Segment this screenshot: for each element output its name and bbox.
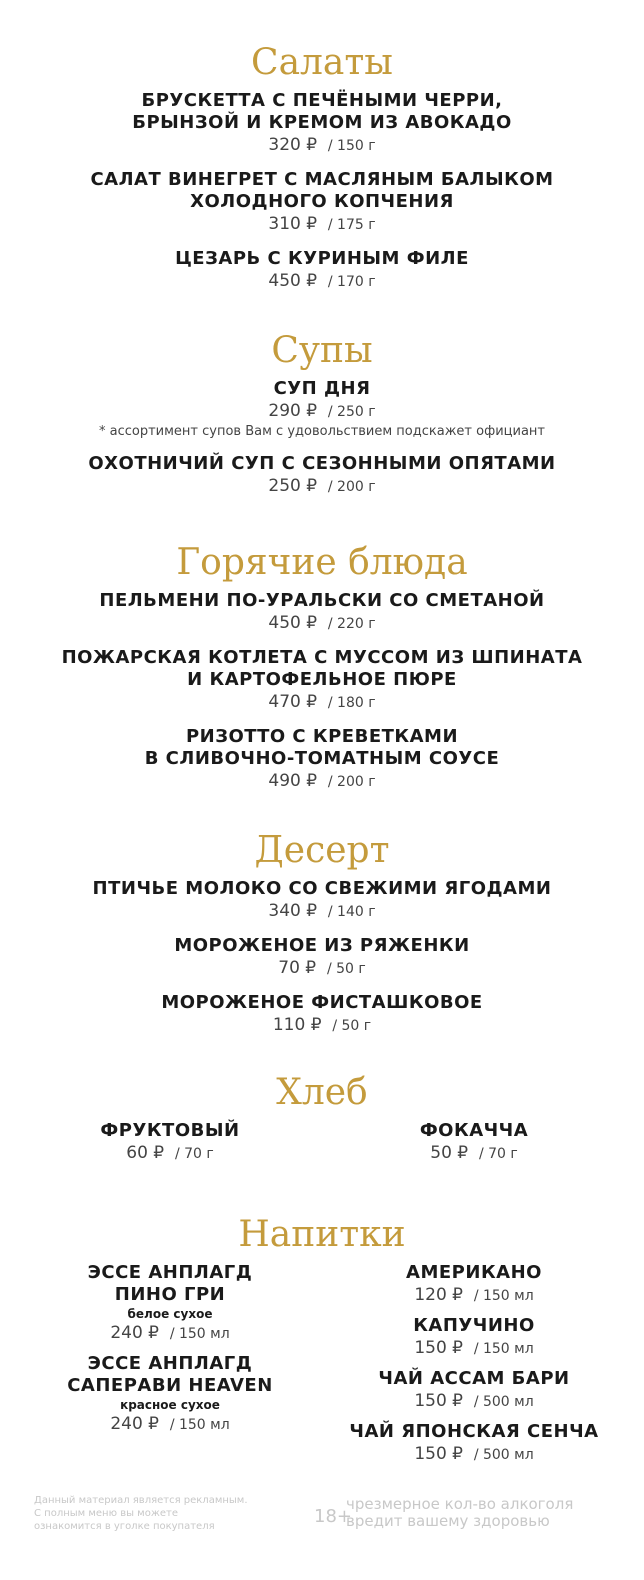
weight: / 250 г bbox=[327, 404, 376, 420]
section-drinks bbox=[0, 1214, 644, 1474]
dish-name: ЦЕЗАРЬ С КУРИНЫМ ФИЛЕ bbox=[175, 248, 469, 269]
dish-name: ФОКАЧЧА bbox=[419, 1120, 529, 1141]
menu-item bbox=[324, 1315, 624, 1360]
price: 150 ₽ bbox=[414, 1391, 463, 1411]
dish-name: ПОЖАРСКАЯ КОТЛЕТА С МУССОМ ИЗ ШПИНАТА И КАРТОФЕЛЬНОЕ ПЮРЕ bbox=[61, 647, 583, 690]
weight: / 170 г bbox=[327, 274, 376, 290]
weight: / 150 г bbox=[327, 138, 376, 154]
price-line bbox=[0, 900, 644, 923]
menu-item bbox=[0, 248, 644, 293]
price-line bbox=[0, 134, 644, 157]
price-line bbox=[324, 1443, 624, 1466]
price: 110 ₽ bbox=[272, 1015, 322, 1035]
weight: / 175 г bbox=[327, 217, 376, 233]
alcohol-warning: чрезмерное кол-во алкоголя вредит вашему здоровью bbox=[346, 1495, 574, 1530]
menu-item bbox=[324, 1368, 624, 1413]
price: 310 ₽ bbox=[268, 214, 318, 234]
dish-name: ЭССЕ АНПЛАГД ПИНО ГРИ bbox=[87, 1262, 253, 1305]
menu-item bbox=[324, 1421, 624, 1466]
price-line bbox=[0, 770, 644, 793]
dish-name: КАПУЧИНО bbox=[413, 1315, 535, 1336]
section-title: Салаты bbox=[251, 42, 393, 83]
weight: / 150 мл bbox=[473, 1288, 534, 1304]
price: 50 ₽ bbox=[430, 1143, 469, 1163]
weight: / 70 г bbox=[174, 1146, 214, 1162]
weight: / 180 г bbox=[327, 695, 376, 711]
weight: / 200 г bbox=[327, 774, 376, 790]
section-title: Хлеб bbox=[276, 1072, 368, 1113]
section-title: Супы bbox=[271, 330, 373, 371]
dish-name: ОХОТНИЧИЙ СУП С СЕЗОННЫМИ ОПЯТАМИ bbox=[88, 453, 556, 474]
menu-item bbox=[0, 878, 644, 923]
dish-name: САЛАТ ВИНЕГРЕТ С МАСЛЯНЫМ БАЛЫКОМ ХОЛОДНОГО КОПЧЕНИЯ bbox=[90, 169, 554, 212]
dish-name: ПТИЧЬЕ МОЛОКО СО СВЕЖИМИ ЯГОДАМИ bbox=[92, 878, 552, 899]
weight: / 150 мл bbox=[169, 1326, 230, 1342]
wine-type: красное сухое bbox=[120, 1398, 220, 1412]
note: * ассортимент супов Вам с удовольствием подскажет официант bbox=[99, 424, 545, 439]
price-line bbox=[0, 612, 644, 635]
price-line bbox=[324, 1142, 624, 1165]
price-line bbox=[20, 1413, 320, 1436]
price: 320 ₽ bbox=[268, 135, 318, 155]
weight: / 500 мл bbox=[473, 1394, 534, 1410]
price-line bbox=[0, 691, 644, 714]
price: 150 ₽ bbox=[414, 1338, 463, 1358]
menu-item bbox=[0, 590, 644, 635]
menu-item bbox=[0, 992, 644, 1037]
weight: / 150 мл bbox=[169, 1417, 230, 1433]
menu-item bbox=[0, 378, 644, 441]
price-line bbox=[0, 475, 644, 498]
dish-name: АМЕРИКАНО bbox=[406, 1262, 542, 1283]
footer bbox=[0, 1494, 644, 1564]
drinks-columns bbox=[0, 1262, 644, 1474]
price: 70 ₽ bbox=[278, 958, 317, 978]
price-line bbox=[324, 1284, 624, 1307]
weight: / 140 г bbox=[327, 904, 376, 920]
price: 240 ₽ bbox=[110, 1414, 159, 1434]
price: 450 ₽ bbox=[268, 613, 318, 633]
menu-item bbox=[20, 1120, 320, 1165]
weight: / 150 мл bbox=[473, 1341, 534, 1357]
price: 490 ₽ bbox=[268, 771, 318, 791]
dish-name: ЭССЕ АНПЛАГД САПЕРАВИ HEAVEN bbox=[67, 1353, 273, 1396]
drinks-right-column bbox=[324, 1262, 624, 1474]
menu-item bbox=[0, 169, 644, 236]
section-desserts bbox=[0, 830, 644, 1049]
dish-name: СУП ДНЯ bbox=[273, 378, 371, 399]
dish-name: МОРОЖЕНОЕ ФИСТАШКОВОЕ bbox=[161, 992, 483, 1013]
price: 290 ₽ bbox=[268, 401, 318, 421]
weight: / 220 г bbox=[327, 616, 376, 632]
section-title: Напитки bbox=[238, 1214, 406, 1255]
price-line bbox=[324, 1337, 624, 1360]
price: 470 ₽ bbox=[268, 692, 318, 712]
menu-item bbox=[0, 647, 644, 714]
price: 250 ₽ bbox=[268, 476, 318, 496]
price: 120 ₽ bbox=[414, 1285, 463, 1305]
menu-item bbox=[324, 1262, 624, 1307]
weight: / 50 г bbox=[332, 1018, 372, 1034]
price-line bbox=[0, 957, 644, 980]
age-rating: 18+ bbox=[314, 1506, 352, 1527]
weight: / 500 мл bbox=[473, 1447, 534, 1463]
price-line bbox=[324, 1390, 624, 1413]
section-title: Горячие блюда bbox=[176, 542, 468, 583]
bread-columns bbox=[0, 1120, 644, 1165]
section-soups bbox=[0, 330, 644, 510]
menu-item bbox=[324, 1120, 624, 1165]
price: 240 ₽ bbox=[110, 1323, 159, 1343]
menu-item bbox=[0, 90, 644, 157]
weight: / 70 г bbox=[478, 1146, 518, 1162]
section-title: Десерт bbox=[254, 830, 390, 871]
section-salads bbox=[0, 42, 644, 305]
price-line bbox=[20, 1322, 320, 1345]
dish-name: ФРУКТОВЫЙ bbox=[100, 1120, 240, 1141]
price: 450 ₽ bbox=[268, 271, 318, 291]
price: 60 ₽ bbox=[126, 1143, 165, 1163]
weight: / 200 г bbox=[327, 479, 376, 495]
price-line bbox=[0, 400, 644, 423]
menu-item bbox=[0, 726, 644, 793]
dish-name: ЧАЙ ЯПОНСКАЯ СЕНЧА bbox=[349, 1421, 599, 1442]
menu-item bbox=[20, 1262, 320, 1345]
menu-item bbox=[0, 935, 644, 980]
wine-type: белое сухое bbox=[127, 1307, 213, 1321]
price-line bbox=[0, 213, 644, 236]
price-line bbox=[20, 1142, 320, 1165]
section-bread bbox=[0, 1072, 644, 1165]
menu-item bbox=[0, 453, 644, 498]
price: 340 ₽ bbox=[268, 901, 318, 921]
price: 150 ₽ bbox=[414, 1444, 463, 1464]
drinks-left-column bbox=[20, 1262, 320, 1474]
dish-name: МОРОЖЕНОЕ ИЗ РЯЖЕНКИ bbox=[174, 935, 470, 956]
section-hot-dishes bbox=[0, 542, 644, 805]
dish-name: РИЗОТТО С КРЕВЕТКАМИ В СЛИВОЧНО-ТОМАТНЫМ СОУСЕ bbox=[144, 726, 500, 769]
menu-item bbox=[20, 1353, 320, 1436]
advertising-disclaimer: Данный материал является рекламным. С полным меню вы можете ознакомится в уголке покупателя bbox=[34, 1495, 248, 1532]
weight: / 50 г bbox=[326, 961, 366, 977]
price-line bbox=[0, 270, 644, 293]
price-line bbox=[0, 1014, 644, 1037]
dish-name: ЧАЙ АССАМ БАРИ bbox=[378, 1368, 570, 1389]
dish-name: БРУСКЕТТА С ПЕЧЁНЫМИ ЧЕРРИ, БРЫНЗОЙ И КРЕМОМ ИЗ АВОКАДО bbox=[132, 90, 512, 133]
dish-name: ПЕЛЬМЕНИ ПО-УРАЛЬСКИ СО СМЕТАНОЙ bbox=[99, 590, 545, 611]
